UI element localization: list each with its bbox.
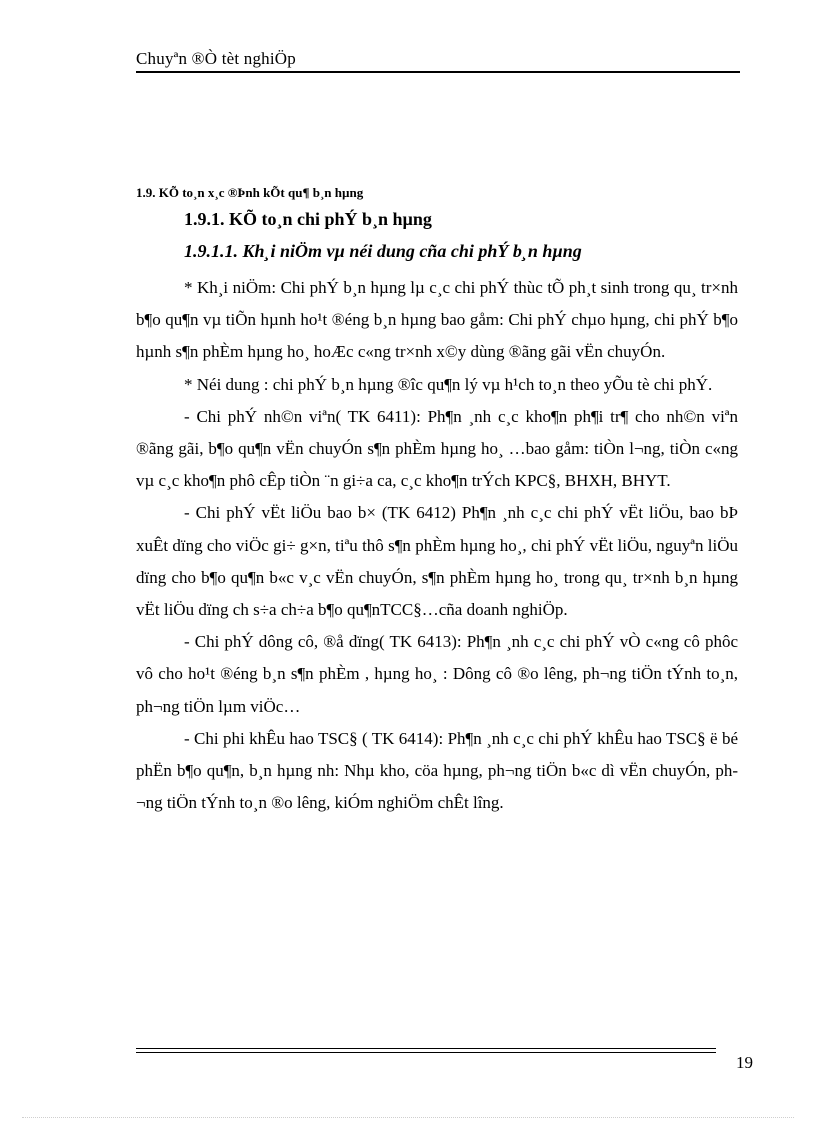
paragraph-staff-cost: - Chi phÝ nh©n viªn( TK 6411): Ph¶n ¸nh c¸c kho¶n ph¶i tr¶ cho nh©n viªn ®ãng gãi, b¶o qu¶n vËn chuyÓn s¶n phÈm hµng ho¸ …bao gåm: tiÒn l¬ng, tiÒn c«ng vµ c¸c kho¶n phô cÊp tiÒn ¨n gi÷a ca, c¸c kho¶n trÝch KPC§, BHXH, BHYT.: [136, 406, 738, 491]
paragraph-tool-cost: - Chi phÝ dông cô, ®å dïng( TK 6413): Ph¶n ¸nh c¸c chi phÝ vÒ c«ng cô phôc vô cho ho¹t ®éng b¸n s¶n phÈm , hµng ho¸ : Dông cô ®o lêng, ph¬ng tiÖn tÝnh to¸n, ph¬ng tiÖn lµm viÖc…: [136, 632, 738, 716]
running-header: Chuyªn ®Ò tèt nghiÖp: [136, 49, 296, 68]
footer-rule-top: [136, 1048, 716, 1049]
page-edge-divider: [22, 1117, 794, 1118]
paragraph-material-cost: - Chi phÝ vËt liÖu bao b× (TK 6412) Ph¶n ¸nh c¸c chi phÝ vËt liÖu, bao bÞ xuÊt dïng cho viÖc gi÷ g×n, tiªu thô s¶n phÈm hµng ho¸, chi phÝ vËt liÖu, nguyªn liÖu dïng cho b¶o qu¶n b«c v¸c vËn chuyÓn, s¶n phÈm hµng ho¸ trong qu¸ tr×nh b¸n hµng vËt liÖu dïng ch s÷a ch÷a b¶o qu¶nTCC§…cña doanh nghiÖp.: [136, 503, 738, 620]
paragraph-definition: * Kh¸i niÖm: Chi phÝ b¸n hµng lµ c¸c chi phÝ thùc tÕ ph¸t sinh trong qu¸ tr×nh b¶o qu¶n vµ tiÕn hµnh ho¹t ®éng b¸n hµng bao gåm: Chi phÝ chµo hµng, chi phÝ b¶o hµnh s¶n phÈm hµng ho¸ hoÆc c«ng tr×nh x©y dùng ®ãng gãi vËn chuyÓn.: [136, 278, 738, 362]
subsection-heading: 1.9.1. KÕ to¸n chi phÝ b¸n hµng: [184, 209, 432, 229]
paragraph-content: * Néi dung : chi phÝ b¸n hµng ®îc qu¶n lý vµ h¹ch to¸n theo yÕu tè chi phÝ.: [184, 374, 713, 394]
paragraph-depreciation-cost: - Chi phi khÊu hao TSC§ ( TK 6414): Ph¶n ¸nh c¸c chi phÝ khÊu hao TSC§ ë bé phËn b¶o qu¶n, b¸n hµng nh: Nhµ kho, cöa hµng, ph¬ng tiÖn b«c dì vËn chuyÓn, ph¬ng tiÖn tÝnh to¸n ®o lêng, kiÓm nghiÖm chÊt lîng.: [136, 728, 738, 813]
footer-rule-bottom: [136, 1052, 716, 1053]
body-text: [136, 272, 738, 819]
section-heading: 1.9. KÕ to¸n x¸c ®Þnh kÕt qu¶ b¸n hµng: [136, 185, 364, 200]
subsubsection-heading: 1.9.1.1. Kh¸i niÖm vµ néi dung cña chi phÝ b¸n hµng: [184, 241, 582, 261]
page-number: 19: [736, 1053, 753, 1072]
header-rule: [136, 71, 740, 73]
